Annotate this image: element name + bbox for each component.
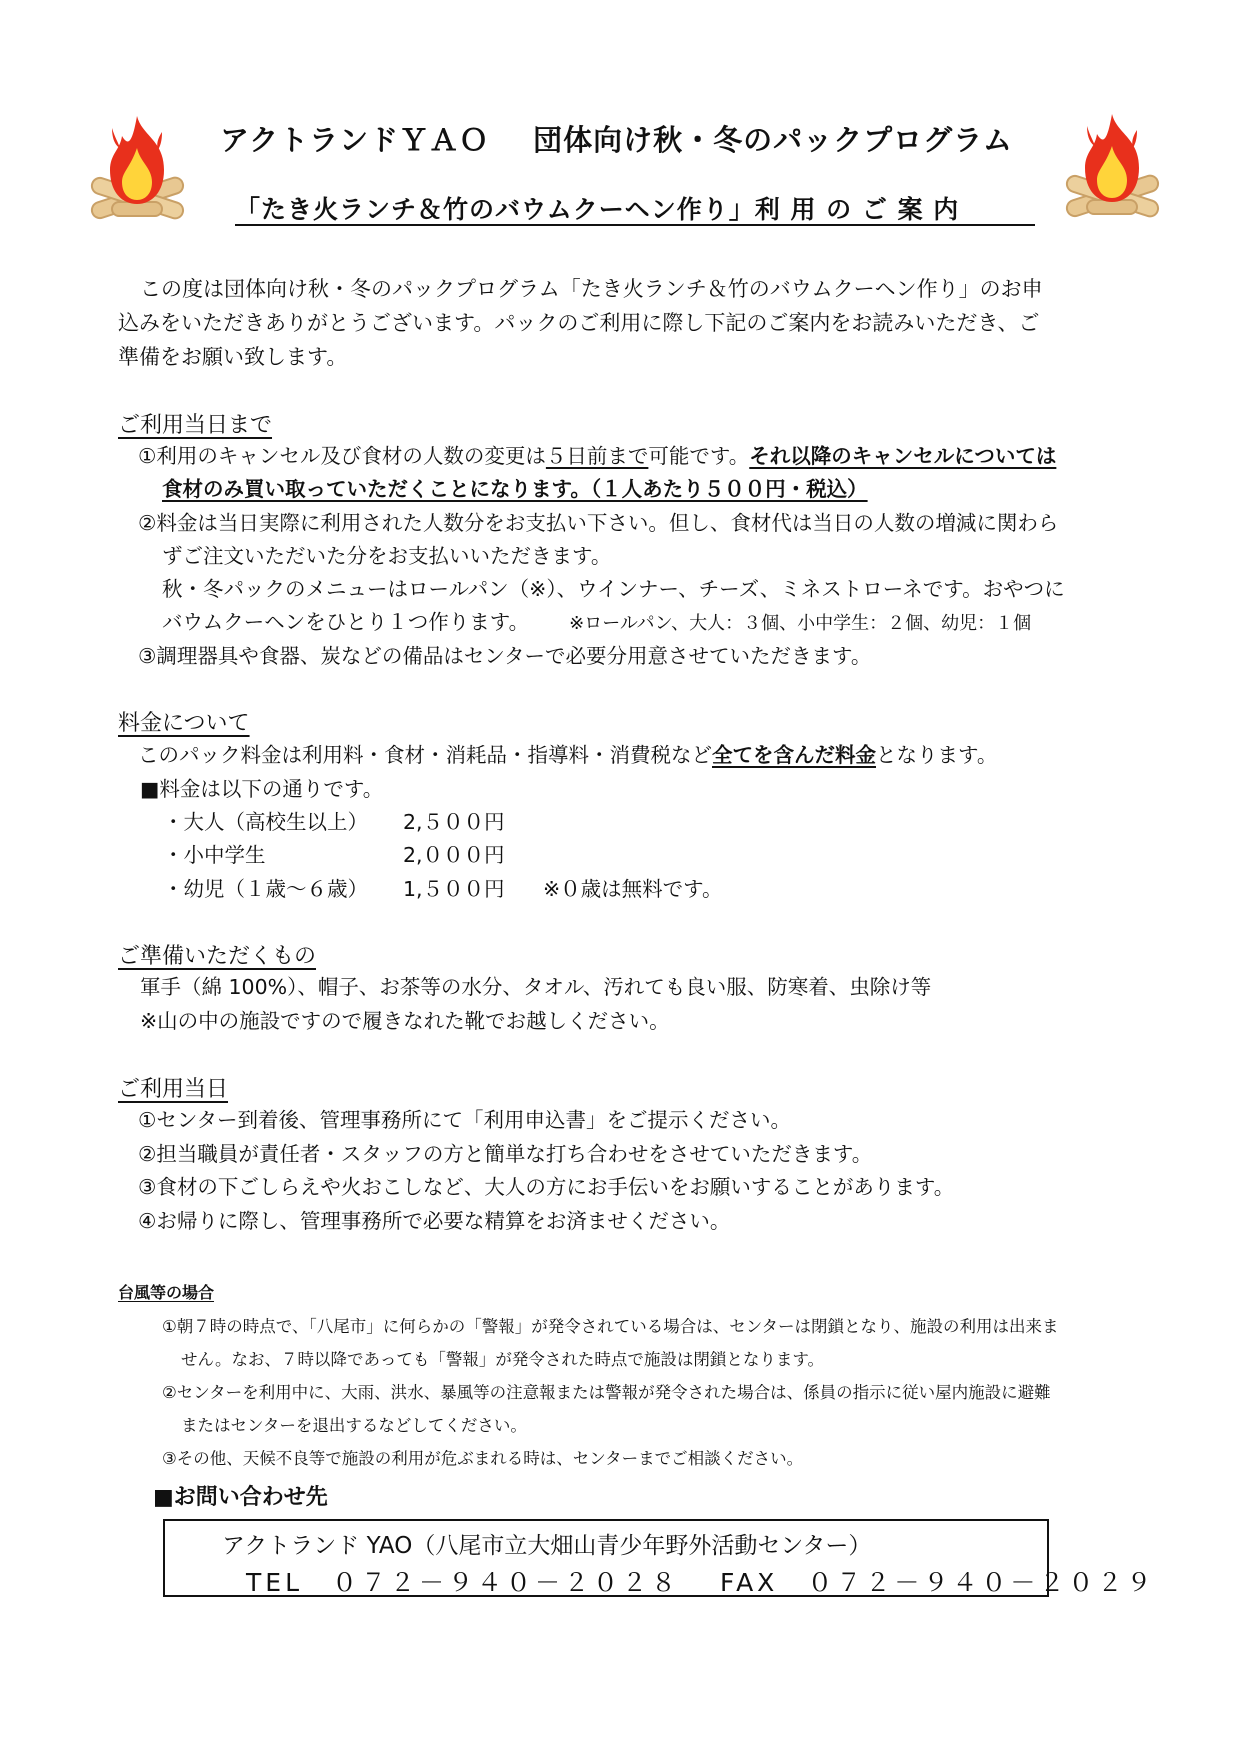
before-item-2-note: ※ロールパン、大人：３個、小中学生：２個、幼児：１個 [569, 613, 1032, 634]
typhoon-item-2-cont: またはセンターを退出するなどしてください。 [181, 1416, 527, 1435]
subtitle-underline [235, 224, 1035, 226]
fee-row-label: ・小中学生 [163, 843, 266, 867]
page-subtitle: 「たき火ランチ＆竹のバウムクーヘン作り」利 用 の ご 案 内 [235, 195, 960, 224]
fee-row [163, 806, 505, 840]
intro-line-2: 込みをいただきありがとうございます。パックのご利用に際し下記のご案内をお読みいただき、ご [118, 311, 1040, 335]
contact-name: アクトランド YAO（八尾市立大畑山青少年野外活動センター） [222, 1533, 872, 1559]
before-item-1-text: ①利用のキャンセル及び食材の人数の変更は [138, 444, 546, 468]
day-item: ③食材の下ごしらえや火おこしなど、大人の方にお手伝いをお願いすることがあります。 [138, 1175, 955, 1199]
before-item-1-deadline: ５日前まで [545, 444, 649, 468]
fee-desc-end: となります。 [876, 743, 998, 767]
fee-row-note: ※０歳は無料です。 [543, 877, 723, 901]
typhoon-item-3: ③その他、天候不良等で施設の利用が危ぶまれる時は、センターまでご相談ください。 [162, 1449, 804, 1468]
intro-line-3: 準備をお願い致します。 [118, 345, 348, 369]
fee-row [163, 873, 723, 907]
before-item-1-cancel: それ以降のキャンセルについては [749, 444, 1057, 468]
fee-row-price: 2,５００円 [403, 810, 505, 834]
section-heading-typhoon: 台風等の場合 [118, 1283, 215, 1302]
before-item-1-cont: 食材のみ買い取っていただくことになります。（１人あたり５００円・税込） [162, 477, 868, 501]
day-item: ④お帰りに際し、管理事務所で必要な精算をお済ませください。 [138, 1209, 731, 1233]
fee-desc-text: このパック料金は利用料・食材・消耗品・指導料・消費税など [138, 743, 712, 767]
section-heading-before: ご利用当日まで [118, 413, 273, 438]
before-item-1-possible: 可能です。 [648, 444, 750, 468]
intro-paragraph [118, 272, 1118, 374]
section-heading-fee: 料金について [118, 711, 250, 736]
fee-row [163, 839, 505, 873]
fee-list-title: ■料金は以下の通りです。 [140, 777, 384, 801]
typhoon-item-1-cont: せん。なお、７時以降であっても「警報」が発令された時点で施設は閉鎖となります。 [181, 1350, 825, 1369]
before-item-2: ②料金は当日実際に利用された人数分をお支払い下さい。但し、食材代は当日の人数の増減に関わら [138, 511, 1059, 535]
fee-description [138, 739, 997, 773]
page-title [220, 118, 1013, 159]
fee-row-price: 1,５００円 [403, 877, 505, 901]
contact-heading: ■お問い合わせ先 [153, 1485, 328, 1510]
intro-line-1: この度は団体向け秋・冬のパックプログラム「たき火ランチ＆竹のバウムクーヘン作り」のお申 [140, 277, 1043, 301]
typhoon-item-1: ①朝７時の時点で、「八尾市」に何らかの「警報」が発令されている場合は、センターは閉鎖となり、施設の利用は出来ま [162, 1317, 1059, 1336]
fee-row-label: ・幼児（１歳～６歳） [163, 877, 368, 901]
contact-phone-fax [246, 1563, 1155, 1599]
title-main: アクトランドＹＡＯ [220, 123, 490, 157]
before-item-2-menu-cont [162, 606, 1031, 641]
prepare-items: 軍手（綿 100%）、帽子、お茶等の水分、タオル、汚れても良い服、防寒着、虫除け等 [140, 975, 932, 999]
bonfire-icon [1057, 106, 1167, 231]
before-item-3: ③調理器具や食器、炭などの備品はセンターで必要分用意させていただきます。 [138, 644, 872, 668]
before-item-2-baum: バウムクーヘンをひとり１つ作ります。 [162, 610, 530, 634]
before-item-2-menu: 秋・冬パックのメニューはロールパン（※）、ウインナー、チーズ、ミネストローネです。おやつに [162, 577, 1065, 601]
section-heading-prepare: ご準備いただくもの [118, 944, 317, 969]
day-item: ①センター到着後、管理事務所にて「利用申込書」をご提示ください。 [138, 1108, 792, 1132]
before-item-2-cont: ずご注文いただいた分をお支払いいただきます。 [162, 544, 612, 568]
fee-row-price: 2,０００円 [403, 843, 505, 867]
before-item-1 [138, 440, 1056, 474]
bonfire-icon [82, 108, 192, 233]
typhoon-item-2: ②センターを利用中に、大雨、洪水、暴風等の注意報または警報が発令された場合は、係員の指示に従い屋内施設に避難 [162, 1383, 1051, 1402]
contact-tel: TEL ０７２－９４０－２０２８ [246, 1568, 680, 1597]
title-sub: 団体向け秋・冬のパックプログラム [533, 123, 1013, 157]
contact-fax: FAX ０７２－９４０－２０２９ [720, 1568, 1156, 1597]
prepare-note: ※山の中の施設ですので履きなれた靴でお越しください。 [140, 1009, 670, 1033]
fee-row-label: ・大人（高校生以上） [163, 810, 368, 834]
fee-desc-all-included: 全てを含んだ料金 [712, 743, 876, 767]
section-heading-day: ご利用当日 [118, 1077, 229, 1102]
day-item: ②担当職員が責任者・スタッフの方と簡単な打ち合わせをさせていただきます。 [138, 1142, 873, 1166]
